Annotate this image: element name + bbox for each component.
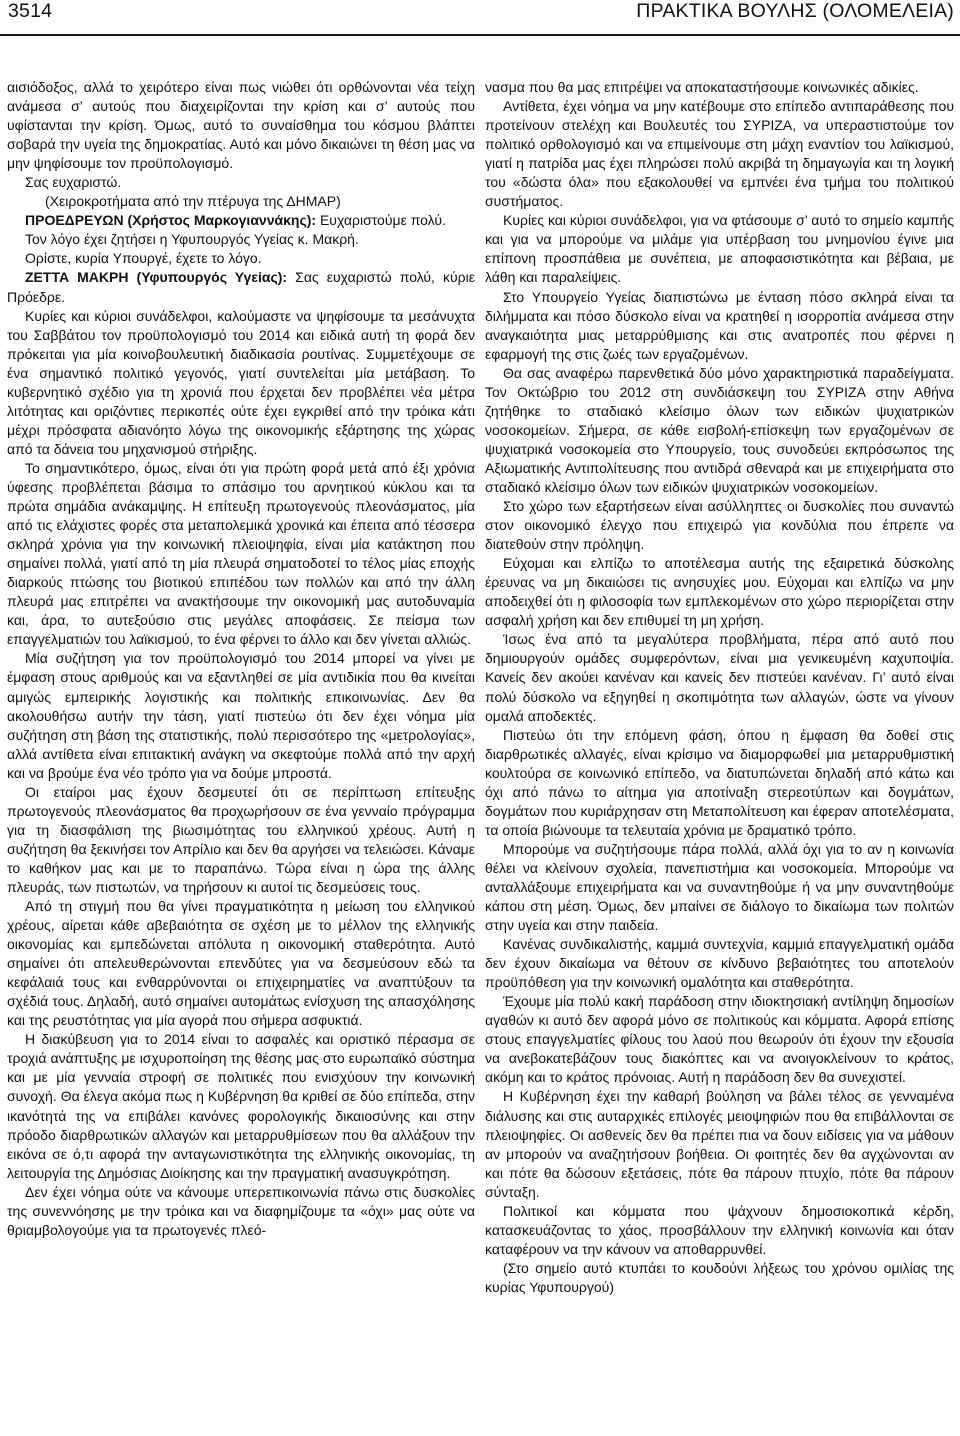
paragraph: Κυρίες και κύριοι συνάδελφοι, για να φτάσουμε σ’ αυτό το σημείο καμπής και για να μπορούμε να μιλάμε για υπέρβαση του μνημονίου έγινε μια επίπονη προσπάθεια με συνέπεια, με αποφασιστικότητα και βέβαια, με λάθη και παραλείψεις.: [485, 212, 954, 286]
speaker-name: ΖΕΤΤΑ ΜΑΚΡΗ (Υφυπουργός Υγείας):: [25, 269, 288, 286]
paragraph: Πιστεύω ότι την επόμενη φάση, όπου η έμφαση θα δοθεί στις διαρθρωτικές αλλαγές, είναι κρίσιμο να διαμορφωθεί μια μεταρρυθμιστική κουλτούρα σε κοινωνικό επίπεδο, να διατυπώνεται δηλαδή από κάτω και όχι από πάνω το αίτημα για αποτίναξη στερεοτύπων και δογμάτων, δογμάτων που κυριάρχησαν στη Μεταπολίτευση και έφεραν αποτελέσματα, τα οποία βιώνουμε τα τελευταία χρόνια με δραματικό τρόπο.: [485, 726, 954, 838]
speaker-text: Σας ευχαριστώ πολύ, κύριε Πρόεδρε.: [7, 269, 475, 305]
paragraph: Ίσως ένα από τα μεγαλύτερα προβλήματα, πέρα από αυτό που δημιουργούν ομάδες συμφερόντων, είναι μια γενικευμένη καχυποψία. Κανείς δεν ακούει κανέναν και κανείς δεν πιστεύει κανέναν. Γι’ αυτό είναι πολύ δύσκολο να εξηγηθεί η σκοπιμότητα των αλλαγών, ώστε να γίνουν ομαλά αποδεκτές.: [485, 631, 954, 724]
paragraph: Μπορούμε να συζητήσουμε πάρα πολλά, αλλά όχι για το αν η κοινωνία θέλει να κλείνουν σχολεία, πανεπιστήμια και νοσοκομεία. Μπορούμε να ανταλλάξουμε επιχειρήματα και να συναντηθούμε ή να μην συναντηθούμε κάπου στη μέση. Όμως, δεν μπαίνει σε διάλογο το δικαίωμα των πολιτών στην υγεία και στην παιδεία.: [485, 840, 954, 934]
paragraph: Θα σας αναφέρω παρενθετικά δύο μόνο χαρακτηριστικά παραδείγματα. Τον Οκτώβριο του 2012 στη συνδιάσκεψη του ΣΥΡΙΖΑ στην Αθήνα ζητήθηκε το σταδιακό κλείσιμο όλων των ειδικών ψυχιατρικών νοσοκομείων. Σήμερα, σε κάθε εισβολή-επίσκεψη των εργαζομένων σε ψυχιατρικά νοσοκομεία στο Υπουργείο, τους συνοδεύει εκπρόσωπος της Αξιωματικής Αντιπολίτευσης που αντιδρά σθεναρά και με επιχειρήματα στο σταδιακό κλείσιμο όλων των ειδικών ψυχιατρικών νοσοκομείων.: [485, 364, 954, 495]
right-column: [485, 78, 954, 1430]
speaker-paragraph: [7, 211, 475, 230]
paragraph: Ορίστε, κυρία Υπουργέ, έχετε το λόγο.: [25, 250, 262, 267]
paragraph: Δεν έχει νόημα ούτε να κάνουμε υπερεπικοινωνία πάνω στις δυσκολίες της συνεννόησης με την τρόικα και να διαφημίζουμε τα «όχι» μας ούτε να θριαμβολογούμε για τα πρωτογενές πλεό-: [7, 1183, 475, 1238]
paragraph: Το σημαντικότερο, όμως, είναι ότι για πρώτη φορά μετά από έξι χρόνια ύφεσης προβλέπεται βάσιμα το σπάσιμο του αρνητικού κύκλου και τα πρώτα σημάδια ανάκαμψης. Η επίτευξη πρωτογενούς πλεονάσματος, μία από τις ελάχιστες φορές στα μεταπολεμικά χρονικά και έπειτα από τέσσερα σκληρά χρόνια για την κοινωνική πλειοψηφία, είναι μία κατάκτηση που σημαίνει πολλά, γιατί από τη μία πλευρά σηματοδοτεί το τέλος μίας εποχής διαρκούς πτώσης του βιοτικού επιπέδου των πολλών και από την άλλη πλευρά μας επιτρέπει να ανακτήσουμε την οικονομική μας αυτοδυναμία και, άρα, το αυτεξούσιο στις μεγάλες αποφάσεις. Σε πείσμα των επαγγελματιών του λαϊκισμού, το ένα φέρνει το άλλο και δεν γίνεται αλλιώς.: [7, 459, 475, 648]
left-column: [7, 78, 475, 1430]
paragraph: Σας ευχαριστώ.: [25, 174, 122, 191]
paragraph: Από τη στιγμή που θα γίνει πραγματικότητα η μείωση του ελληνικού χρέους, αίρεται κάθε αβεβαιότητα σε σχέση με το μέλλον της ελληνικής οικονομίας και εμπεδώνεται απόλυτα η οικονομική σταθερότητα. Αυτό σημαίνει ότι απελευθερώνονται επενδύτες για να δεσμεύσουν εδώ τα κεφάλαιά τους και ενθαρρύνονται οι επιχειρηματίες να αναπτύξουν τα σχέδιά τους. Δηλαδή, αυτό σημαίνει αυτομάτως ενίσχυση της απασχόλησης και της ρευστότητας για μία αγορά που σήμερα ασφυκτιά.: [7, 898, 475, 1029]
paragraph: Η διακύβευση για το 2014 είναι το ασφαλές και οριστικό πέρασμα σε τροχιά ανάπτυξης με ισχυροποίηση της θέσης μας στο ευρωπαϊκό σύστημα και με μία γενναία στροφή σε πολιτικές που ενισχύουν την κοινωνική συνοχή. Θα έλεγα ακόμα πως η Κυβέρνηση θα κριθεί σε δύο επίπεδα, στην ικανότητά της να επιβάλει κανόνες φορολογικής δικαιοσύνης και στην πρόοδο διαρθρωτικών αλλαγών και μεταρρυθμίσεων που θα αλλάξουν την εικόνα σε ό,τι αφορά την ανταγωνιστικότητα της ελληνικής οικονομίας, τη λειτουργία της Δημόσιας Διοίκησης και την πραγματική ανασυγκρότηση.: [7, 1031, 475, 1181]
paragraph: Τον λόγο έχει ζητήσει η Υφυπουργός Υγείας κ. Μακρή.: [25, 231, 359, 248]
paragraph: Έχουμε μία πολύ κακή παράδοση στην ιδιοκτησιακή αντίληψη δημοσίων αγαθών κι αυτό δεν αφορά μόνο σε πολιτικούς και κόμματα. Αφορά επίσης στους επαγγελματίες φίλους του λαού που θεωρούν ότι έχουν την εξουσία να ανεβοκατεβάζουν τους διακόπτες και να ανοιγοκλείνουν το κράτος, ακόμη και το κράτος πρόνοιας. Αυτή η παράδοση δεν θα συνεχιστεί.: [485, 993, 954, 1086]
paragraph: Η Κυβέρνηση έχει την καθαρή βούληση να βάλει τέλος σε γενναμένα διάλυσης και στις αυταρχικές επιλογές μειοψηφιών που θα επιβάλλονται σε πλειοψηφίες. Οι ασθενείς δεν θα πρέπει πια να δουν ειδίσεις για να μάθουν αν μπορούν να αναζητήσουν βοήθεια. Οι φοιτητές δεν θα αγχώνονται αν και πότε θα δώσουν εξετάσεις, πότε θα πάρουν πτυχίο, πότε θα πάρουν σύνταξη.: [485, 1088, 954, 1200]
speaker-name: ΠΡΟΕΔΡΕΥΩΝ (Χρήστος Μαρκογιαννάκης):: [25, 212, 317, 229]
page-header: [0, 0, 960, 34]
speaker-text: Ευχαριστούμε πολύ.: [316, 212, 446, 229]
paragraph: Αντίθετα, έχει νόημα να μην κατέβουμε στο επίπεδο αντιπαράθεσης που προτείνουν στελέχη και Βουλευτές του ΣΥΡΙΖΑ, να υπεραστιστούμε τον πολιτικό ορθολογισμό και να επιμείνουμε στη μάχη εναντίον του λαϊκισμού, γιατί η πατρίδα μας έχει πληρώσει πολύ ακριβά τη δημαγωγία και τη λογική του «δώστα όλα» που εξακολουθεί να εμπνέει ένα τμήμα του πολιτικού συστήματος.: [485, 98, 954, 210]
paragraph: Μία συζήτηση για τον προϋπολογισμό του 2014 μπορεί να γίνει με έμφαση στους αριθμούς και να εξαντληθεί σε μία αντιδικία που θα κινείται αμιγώς εμπειρικής λογιστικής και πολιτικής επικοινωνίας. Δεν θα ακολουθήσω αυτήν την τάση, γιατί πιστεύω ότι δεν έχει νόημα μία συζήτηση στη βάση της στατιστικής, πολύ περισσότερο της «μετρολογίας», αλλά αντίθετα είναι επιτακτική ανάγκη να σκεφτούμε πολλά από την αρχή και να βρούμε ένα νέο τρόπο για να δούμε μπροστά.: [7, 650, 475, 781]
paragraph: Εύχομαι και ελπίζω το αποτέλεσμα αυτής της εξαιρετικά δύσκολης έρευνας να μη δικαιώσει τις ανησυχίες μου. Εύχομαι και ελπίζω να μην αποδειχθεί ότι η φιλοσοφία των εμπλεκομένων στο χώρο περιορίζεται στην ασφαλή χρήση και δεν επιθυμεί τη μη χρήση.: [485, 555, 954, 629]
paragraph: νασμα που θα μας επιτρέψει να αποκαταστήσουμε κοινωνικές αδικίες.: [485, 79, 919, 95]
header-rule: [0, 34, 960, 36]
paragraph: Κανένας συνδικαλιστής, καμμιά συντεχνία, καμμιά επαγγελματική ομάδα δεν έχουν δικαίωμα να θέτουν σε κίνδυνο βεβαιότητες του αποτελούν προϋπόθεση για την κοινωνική ομαλότητα και σταθερότητα.: [485, 936, 954, 991]
speaker-paragraph: [7, 268, 475, 306]
running-title: ΠΡΑΚΤΙΚΑ ΒΟΥΛΗΣ (ΟΛΟΜΕΛΕΙΑ): [636, 0, 954, 22]
paragraph: αισιόδοξος, αλλά το χειρότερο είναι πως νιώθει ότι ορθώνονται νέα τείχη ανάμεσα σ’ αυτούς που διαχειρίζονται την κρίση και σ’ αυτούς που υφίστανται την κρίση. Όμως, αυτό το συναίσθημα του κόσμου βλάπτει σοβαρά την υγεία της δημοκρατίας. Αυτό και μόνο δικαιώνει τη θέση μας να μην ψηφίσουμε τον προϋπολογισμό.: [7, 79, 475, 172]
paragraph: Οι εταίροι μας έχουν δεσμευτεί ότι σε περίπτωση επίτευξης πρωτογενούς πλεονάσματος θα προχωρήσουν σε ένα γενναίο πρόγραμμα για τη διασφάλιση της βιωσιμότητας του ελληνικού χρέους. Αυτή η συζήτηση θα ξεκινήσει τον Απρίλιο και δεν θα αργήσει να τελειώσει. Κάναμε το καθήκον μας και με το παραπάνω. Τώρα είναι η ώρα της άλλης πλευράς, των πιστωτών, να τηρήσουν κι αυτοί τις δεσμεύσεις τους.: [7, 783, 475, 895]
paragraph: Στο χώρο των εξαρτήσεων είναι ασύλληπτες οι δυσκολίες που συναντώ στον οικονομικό έλεγχο που επιχειρώ για κονδύλια που έπρεπε να διατεθούν στην πρόληψη.: [485, 498, 954, 553]
page-number: 3514: [8, 0, 53, 22]
paragraph: Στο Υπουργείο Υγείας διαπιστώνω με ένταση πόσο σκληρά είναι τα διλήμματα και πόσο δύσκολο είναι να κρατηθεί η ισορροπία ανάμεσα στην αναγκαιότητα μιας μεταρρύθμισης και στις ανατροπές που φέρνει η εφαρμογή της στις ζωές των εργαζομένων.: [485, 288, 954, 362]
paragraph: Κυρίες και κύριοι συνάδελφοι, καλούμαστε να ψηφίσουμε τα μεσάνυχτα του Σαββάτου τον προϋπολογισμό του 2014 και ειδικά αυτή τη φορά δεν πρόκειται για μία κοινοβουλευτική διαδικασία ρουτίνας. Συμμετέχουμε σε ένα σημαντικό πολιτικό γεγονός, γιατί συντελείται μία μετάβαση. Το κυβερνητικό σχέδιο για τη χρονιά που έρχεται δεν προβλέπει νέα μέτρα λιτότητας και οριζόντιες περικοπές ούτε έχει εγκριθεί από την τρόικα κάτι μέχρι πρόσφατα αδιανόητο λόγω της οικονομικής εξάρτησης της χώρας από τα δάνεια του μηχανισμού στήριξης.: [7, 307, 475, 457]
stage-direction: (Στο σημείο αυτό κτυπάει το κουδούνι λήξεως του χρόνου ομιλίας της κυρίας Υφυπουργού): [485, 1259, 954, 1295]
stage-direction: (Χειροκροτήματα από την πτέρυγα της ΔΗΜΑΡ): [45, 193, 341, 210]
paragraph: Πολιτικοί και κόμματα που ψάχνουν δημοσιοκοπικά κέρδη, κατασκευάζοντας το χάος, προσβάλλουν την ελληνική κοινωνία και όταν καταφέρουν να την κάνουν να αποθαρρυνθεί.: [485, 1202, 954, 1257]
